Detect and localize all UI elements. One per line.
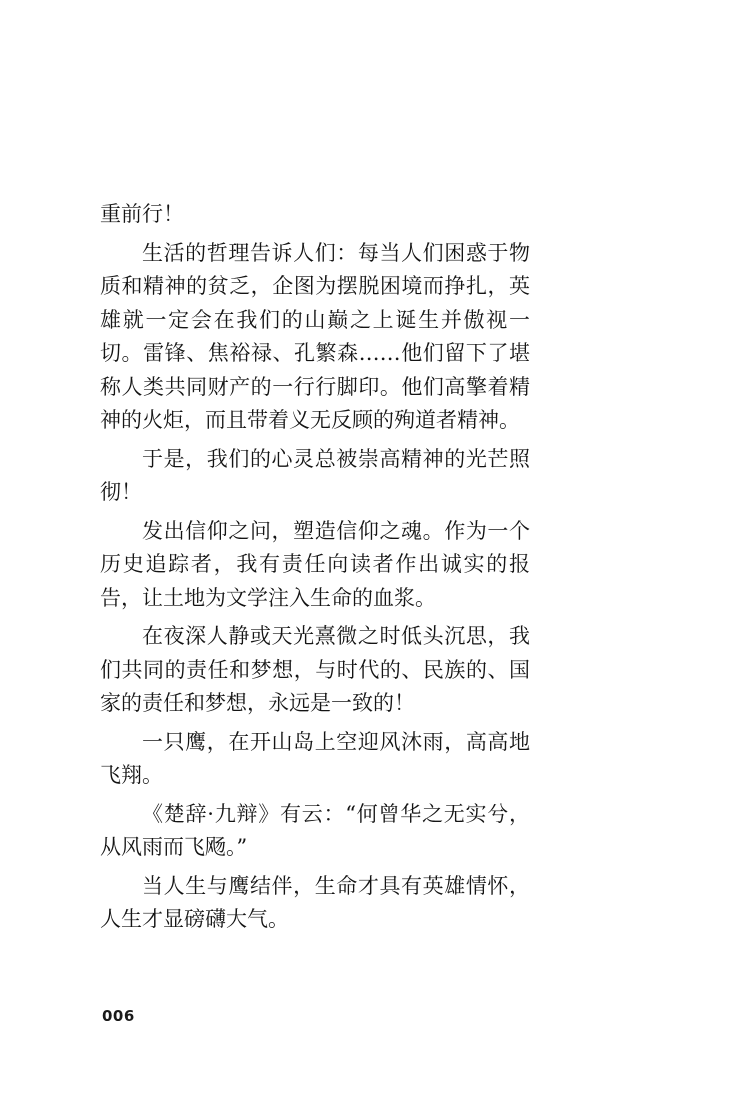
paragraph-2: 生活的哲理告诉人们：每当人们困惑于物质和精神的贫乏，企图为摆脱困境而挣扎，英雄就一定会在我们的山巅之上诞生并傲视一切。雷锋、焦裕禄、孔繁森……他们留下了堪称人类共同财产的一行行脚印。他们高擎着精神的火炬，而且带着义无反顾的殉道者精神。 bbox=[100, 240, 530, 432]
paragraph-4: 发出信仰之问，塑造信仰之魂。作为一个历史追踪者，我有责任向读者作出诚实的报告，让土地为文学注入生命的血浆。 bbox=[100, 518, 530, 610]
paragraph-6: 一只鹰，在开山岛上空迎风沐雨，高高地飞翔。 bbox=[100, 729, 530, 787]
paragraph-8: 当人生与鹰结伴，生命才具有英雄情怀，人生才显磅礴大气。 bbox=[100, 873, 530, 931]
body-text bbox=[100, 198, 530, 937]
page-number: 006 bbox=[102, 1007, 135, 1025]
paragraph-7: 《楚辞·九辩》有云：“何曾华之无实兮，从风雨而飞飏。” bbox=[100, 801, 530, 859]
paragraph-5: 在夜深人静或天光熹微之时低头沉思，我们共同的责任和梦想，与时代的、民族的、国家的责任和梦想，永远是一致的！ bbox=[100, 624, 530, 715]
paragraph-1: 重前行！ bbox=[100, 202, 184, 226]
paragraph-3: 于是，我们的心灵总被崇高精神的光芒照彻！ bbox=[100, 446, 530, 504]
